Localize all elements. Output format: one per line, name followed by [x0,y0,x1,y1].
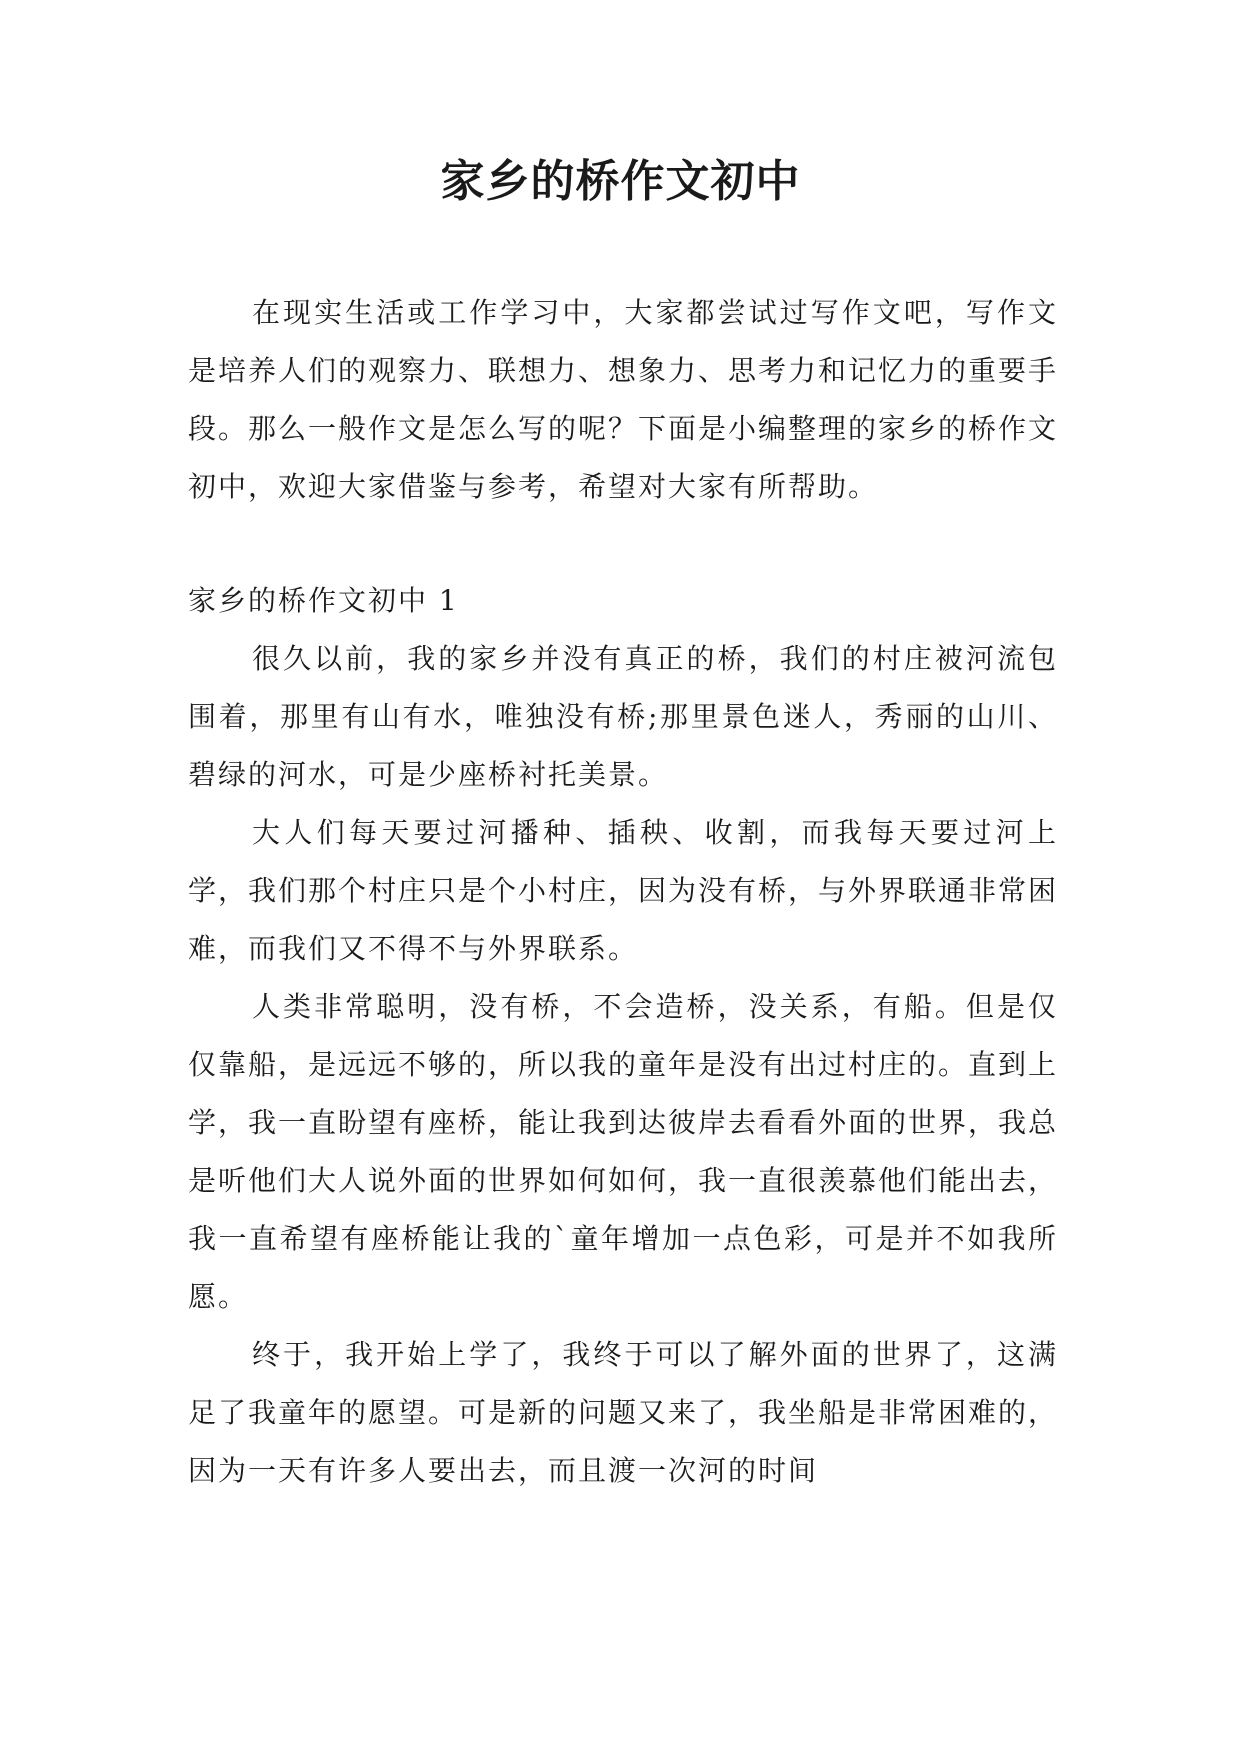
body-paragraph: 人类非常聪明，没有桥，不会造桥，没关系，有船。但是仅仅靠船，是远远不够的，所以我的童年是没有出过村庄的。直到上学，我一直盼望有座桥，能让我到达彼岸去看看外面的世界，我总是听他们大人说外面的世界如何如何，我一直很羡慕他们能出去，我一直希望有座桥能让我的`童年增加一点色彩，可是并不如我所愿。 [188,990,1059,1313]
document-title: 家乡的桥作文初中 [440,156,801,207]
document-body [188,284,1058,1500]
intro-paragraph: 在现实生活或工作学习中，大家都尝试过写作文吧，写作文是培养人们的观察力、联想力、想象力、思考力和记忆力的重要手段。那么一般作文是怎么写的呢？下面是小编整理的家乡的桥作文初中，欢迎大家借鉴与参考，希望对大家有所帮助。 [188,296,1059,503]
section-heading: 家乡的桥作文初中 1 [188,584,459,617]
body-paragraph: 很久以前，我的家乡并没有真正的桥，我们的村庄被河流包围着，那里有山有水，唯独没有桥;那里景色迷人，秀丽的山川、碧绿的河水，可是少座桥衬托美景。 [188,642,1058,791]
body-paragraph: 终于，我开始上学了，我终于可以了解外面的世界了，这满足了我童年的愿望。可是新的问题又来了，我坐船是非常困难的，因为一天有许多人要出去，而且渡一次河的时间 [188,1338,1059,1487]
body-paragraph: 大人们每天要过河播种、插秧、收割，而我每天要过河上学，我们那个村庄只是个小村庄，因为没有桥，与外界联通非常困难，而我们又不得不与外界联系。 [188,816,1059,965]
